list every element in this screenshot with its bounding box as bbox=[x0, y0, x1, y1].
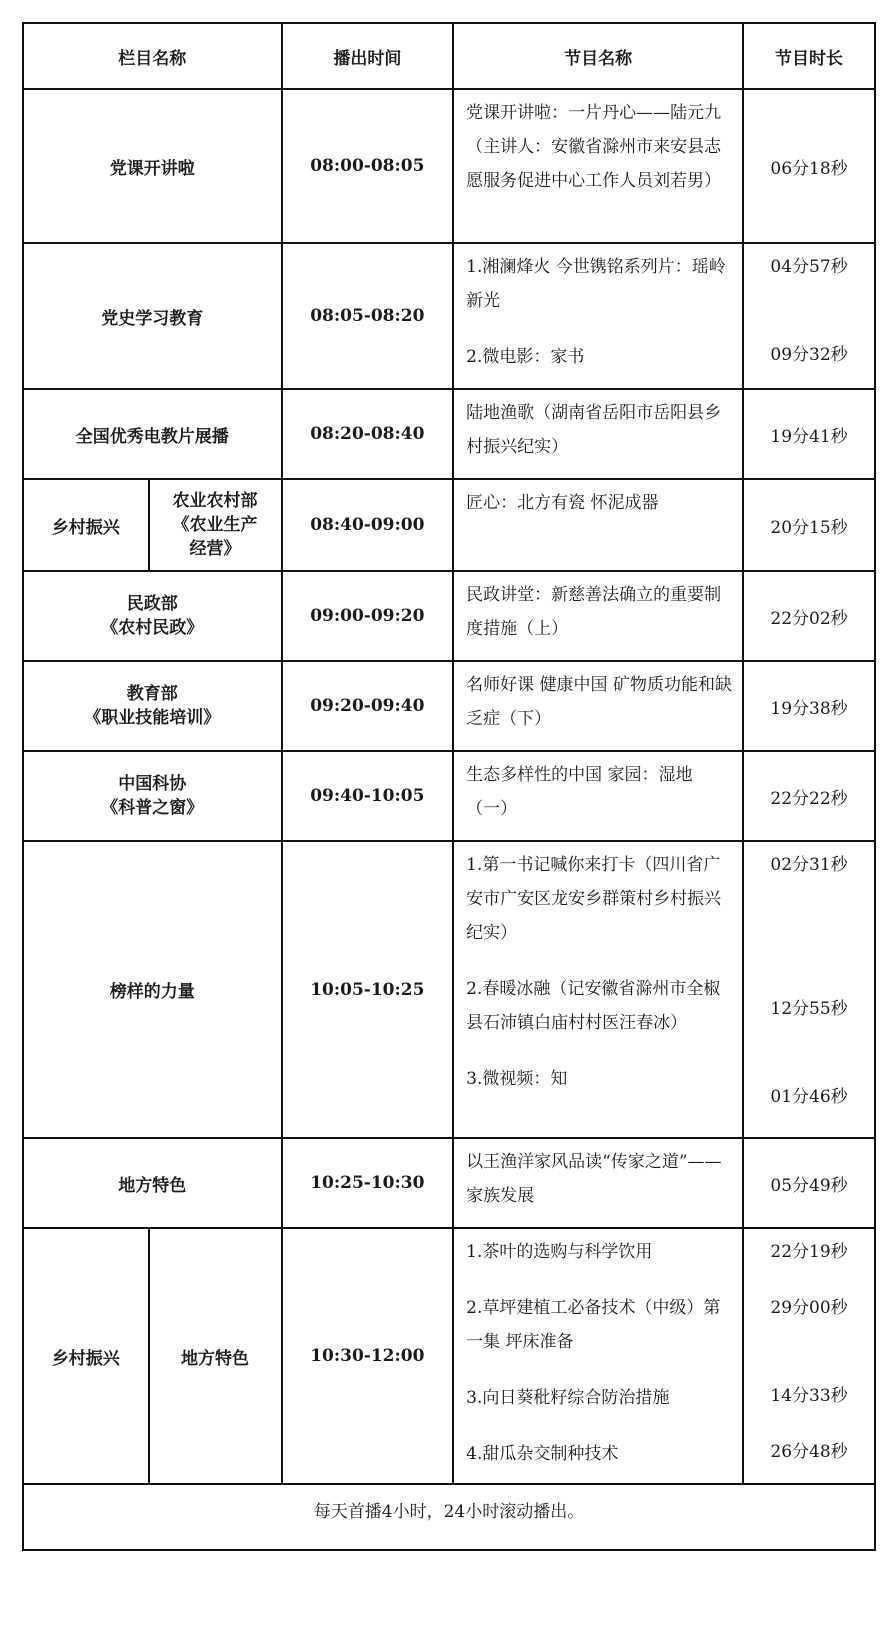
table-row bbox=[23, 1228, 875, 1484]
duration-cell: 19分41秒 bbox=[743, 389, 875, 479]
program-cell bbox=[453, 1228, 743, 1484]
column-name-cell bbox=[23, 661, 282, 751]
table-row bbox=[23, 479, 875, 571]
table-row bbox=[23, 89, 875, 243]
header-air-time: 播出时间 bbox=[282, 23, 454, 89]
air-time-cell: 09:20-09:40 bbox=[282, 661, 454, 751]
program-cell: 名师好课 健康中国 矿物质功能和缺乏症（下） bbox=[453, 661, 743, 751]
table-row bbox=[23, 243, 875, 389]
program-item: 3.向日葵秕籽综合防治措施 bbox=[466, 1388, 670, 1408]
column-name-cell: 党史学习教育 bbox=[23, 243, 282, 389]
program-item: 2.草坪建植工必备技术（中级）第一集 坪床准备 bbox=[466, 1298, 721, 1352]
program-cell: 匠心：北方有瓷 怀泥成器 bbox=[453, 479, 743, 571]
header-program-name: 节目名称 bbox=[453, 23, 743, 89]
header-column-name: 栏目名称 bbox=[23, 23, 282, 89]
column-line: 《科普之窗》 bbox=[101, 798, 204, 818]
duration-cell: 19分38秒 bbox=[743, 661, 875, 751]
schedule-table bbox=[22, 22, 876, 1551]
air-time-cell: 09:40-10:05 bbox=[282, 751, 454, 841]
duration-cell: 20分15秒 bbox=[743, 479, 875, 571]
air-time-cell: 10:25-10:30 bbox=[282, 1138, 454, 1228]
program-item: 1.第一书记喊你来打卡（四川省广安市广安区龙安乡群策村乡村振兴纪实） bbox=[466, 855, 722, 943]
air-time-cell: 08:20-08:40 bbox=[282, 389, 454, 479]
duration-cell bbox=[743, 243, 875, 389]
program-cell bbox=[453, 841, 743, 1138]
column-line: 《职业技能培训》 bbox=[84, 708, 221, 728]
duration-cell: 22分22秒 bbox=[743, 751, 875, 841]
program-cell: 生态多样性的中国 家园：湿地（一） bbox=[453, 751, 743, 841]
program-cell: 民政讲堂：新慈善法确立的重要制度措施（上） bbox=[453, 571, 743, 661]
duration-item: 04分57秒 bbox=[770, 257, 848, 277]
column-line: 中国科协 bbox=[118, 774, 187, 794]
duration-item: 01分46秒 bbox=[770, 1087, 848, 1107]
sub-column-name-cell: 地方特色 bbox=[149, 1228, 282, 1484]
program-item: 1.湘澜烽火 今世镌铭系列片：瑶岭新光 bbox=[466, 257, 726, 311]
air-time-cell: 10:05-10:25 bbox=[282, 841, 454, 1138]
air-time-cell: 10:30-12:00 bbox=[282, 1228, 454, 1484]
column-name-cell: 党课开讲啦 bbox=[23, 89, 282, 243]
footer-note: 每天首播4小时，24小时滚动播出。 bbox=[23, 1484, 875, 1550]
air-time-cell: 08:40-09:00 bbox=[282, 479, 454, 571]
table-row bbox=[23, 1138, 875, 1228]
column-name-cell: 乡村振兴 bbox=[23, 479, 149, 571]
table-row bbox=[23, 751, 875, 841]
table-row bbox=[23, 571, 875, 661]
program-cell: 以王渔洋家风品读“传家之道”——家族发展 bbox=[453, 1138, 743, 1228]
column-line: 教育部 bbox=[126, 684, 178, 704]
header-row bbox=[23, 23, 875, 89]
duration-cell: 06分18秒 bbox=[743, 89, 875, 243]
duration-item: 09分32秒 bbox=[770, 345, 848, 365]
duration-cell bbox=[743, 1228, 875, 1484]
program-item: 1.茶叶的选购与科学饮用 bbox=[466, 1242, 653, 1262]
duration-item: 22分19秒 bbox=[770, 1242, 848, 1262]
program-cell: 陆地渔歌（湖南省岳阳市岳阳县乡村振兴纪实） bbox=[453, 389, 743, 479]
column-name-cell: 榜样的力量 bbox=[23, 841, 282, 1138]
column-name-cell bbox=[23, 751, 282, 841]
duration-item: 02分31秒 bbox=[770, 855, 848, 875]
column-line: 民政部 bbox=[126, 594, 178, 614]
table-row bbox=[23, 389, 875, 479]
program-item: 2.微电影：家书 bbox=[466, 347, 585, 367]
column-line: 《农村民政》 bbox=[101, 618, 204, 638]
column-name-cell: 全国优秀电教片展播 bbox=[23, 389, 282, 479]
program-item: 2.春暖冰融（记安徽省滁州市全椒县石沛镇白庙村村医汪春冰） bbox=[466, 979, 721, 1033]
sub-column-line: 经营》 bbox=[189, 539, 241, 559]
duration-item: 29分00秒 bbox=[770, 1298, 848, 1318]
sub-column-line: 《农业生产 bbox=[172, 515, 258, 535]
program-item: 4.甜瓜杂交制种技术 bbox=[466, 1444, 619, 1464]
table-row bbox=[23, 841, 875, 1138]
sub-column-name-cell bbox=[149, 479, 282, 571]
column-name-cell bbox=[23, 571, 282, 661]
program-cell bbox=[453, 243, 743, 389]
air-time-cell: 08:00-08:05 bbox=[282, 89, 454, 243]
footer-row bbox=[23, 1484, 875, 1550]
sub-column-line: 农业农村部 bbox=[172, 491, 258, 511]
header-duration: 节目时长 bbox=[743, 23, 875, 89]
column-name-cell: 乡村振兴 bbox=[23, 1228, 149, 1484]
duration-cell: 05分49秒 bbox=[743, 1138, 875, 1228]
air-time-cell: 08:05-08:20 bbox=[282, 243, 454, 389]
table-row bbox=[23, 661, 875, 751]
duration-item: 26分48秒 bbox=[770, 1442, 848, 1462]
air-time-cell: 09:00-09:20 bbox=[282, 571, 454, 661]
column-name-cell: 地方特色 bbox=[23, 1138, 282, 1228]
duration-cell bbox=[743, 841, 875, 1138]
program-cell: 党课开讲啦：一片丹心——陆元九（主讲人：安徽省滁州市来安县志愿服务促进中心工作人员刘若男） bbox=[453, 89, 743, 243]
duration-cell: 22分02秒 bbox=[743, 571, 875, 661]
program-item: 3.微视频：知 bbox=[466, 1069, 568, 1089]
duration-item: 12分55秒 bbox=[770, 999, 848, 1019]
duration-item: 14分33秒 bbox=[770, 1386, 848, 1406]
